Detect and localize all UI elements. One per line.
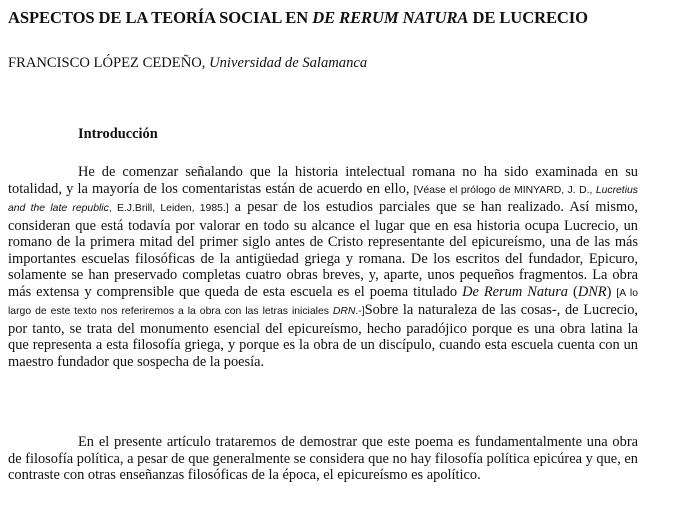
paragraph-1 bbox=[8, 164, 638, 370]
document-title bbox=[8, 8, 692, 28]
author-line bbox=[8, 54, 692, 72]
work-title: De Rerum Natura bbox=[462, 283, 569, 300]
paragraph-1-text: Sobre la naturaleza de las cosas-, de Lucrecio, por tanto, se trata del monumento esencial del epicureísmo, hecho paradójico porque es una obra latina la que representa a esta filosofía griega, y porque es la obra de un discípulo, cuando esta escuela cuenta con un maestro fundador que sospecha de la poesía. bbox=[8, 302, 638, 370]
work-abbreviation: DNR bbox=[577, 283, 607, 300]
title-text-start: ASPECTOS DE LA TEORÍA SOCIAL EN bbox=[8, 8, 313, 27]
title-work-name: DE RERUM NATURA bbox=[312, 8, 469, 27]
inline-note-2-abbreviation: DRN bbox=[332, 306, 356, 317]
section-heading: Introducción bbox=[78, 126, 158, 142]
paragraph-1-text: ) bbox=[606, 283, 617, 300]
paragraph-1-text: a pesar de los estudios parciales que se han realizado. Así mismo, consideran que está todavía por valorar en todo su alcance el lugar que en esa historia ocupa Lucrecio, un romano de la primera mitad del primer siglo antes de Cristo representante del epicureísmo, una de las más importantes escuelas filosóficas de la antigüedad griega y romana. De los escritos del fundador, Epicuro, solamente se han preservado completas cuatro obras breves, y, aparte, unos pequeños fragmentos. La obra más extensa y comprensible que queda de esta escuela es el poema titulado bbox=[8, 199, 638, 300]
author-affiliation: Universidad de Salamanca bbox=[209, 55, 368, 71]
inline-note-1-text: [Véase el prólogo de MINYARD, J. D., bbox=[413, 184, 596, 196]
paragraph-2: En el presente artículo trataremos de demostrar que este poema es fundamentalmente una obra de filosofía política, a pesar de que generalmente se considera que no hay filosofía política epicúrea y que, en contraste con otras enseñanzas filosóficas de la época, el epicureísmo es apolítico. bbox=[8, 434, 638, 483]
title-text-end: DE LUCRECIO bbox=[468, 8, 588, 27]
author-name: FRANCISCO LÓPEZ CEDEÑO, bbox=[8, 55, 210, 71]
inline-note-1-publisher: , E.J.Brill, Leiden, 1985.] bbox=[108, 203, 229, 214]
inline-note-1-book-title: Lucretius and the late republic bbox=[8, 184, 638, 214]
inline-note-2-end: .-] bbox=[355, 306, 365, 317]
paragraph-1-text: He de comenzar señalando que la historia intelectual romana no ha sido examinada en su totalidad, y la mayoría de los comentaristas están de acuerdo en ello, bbox=[8, 164, 638, 197]
paragraph-1-text: ( bbox=[568, 283, 578, 300]
inline-note-2-text: [A lo largo de este texto nos referiremos a la obra con las letras iniciales bbox=[8, 287, 639, 317]
